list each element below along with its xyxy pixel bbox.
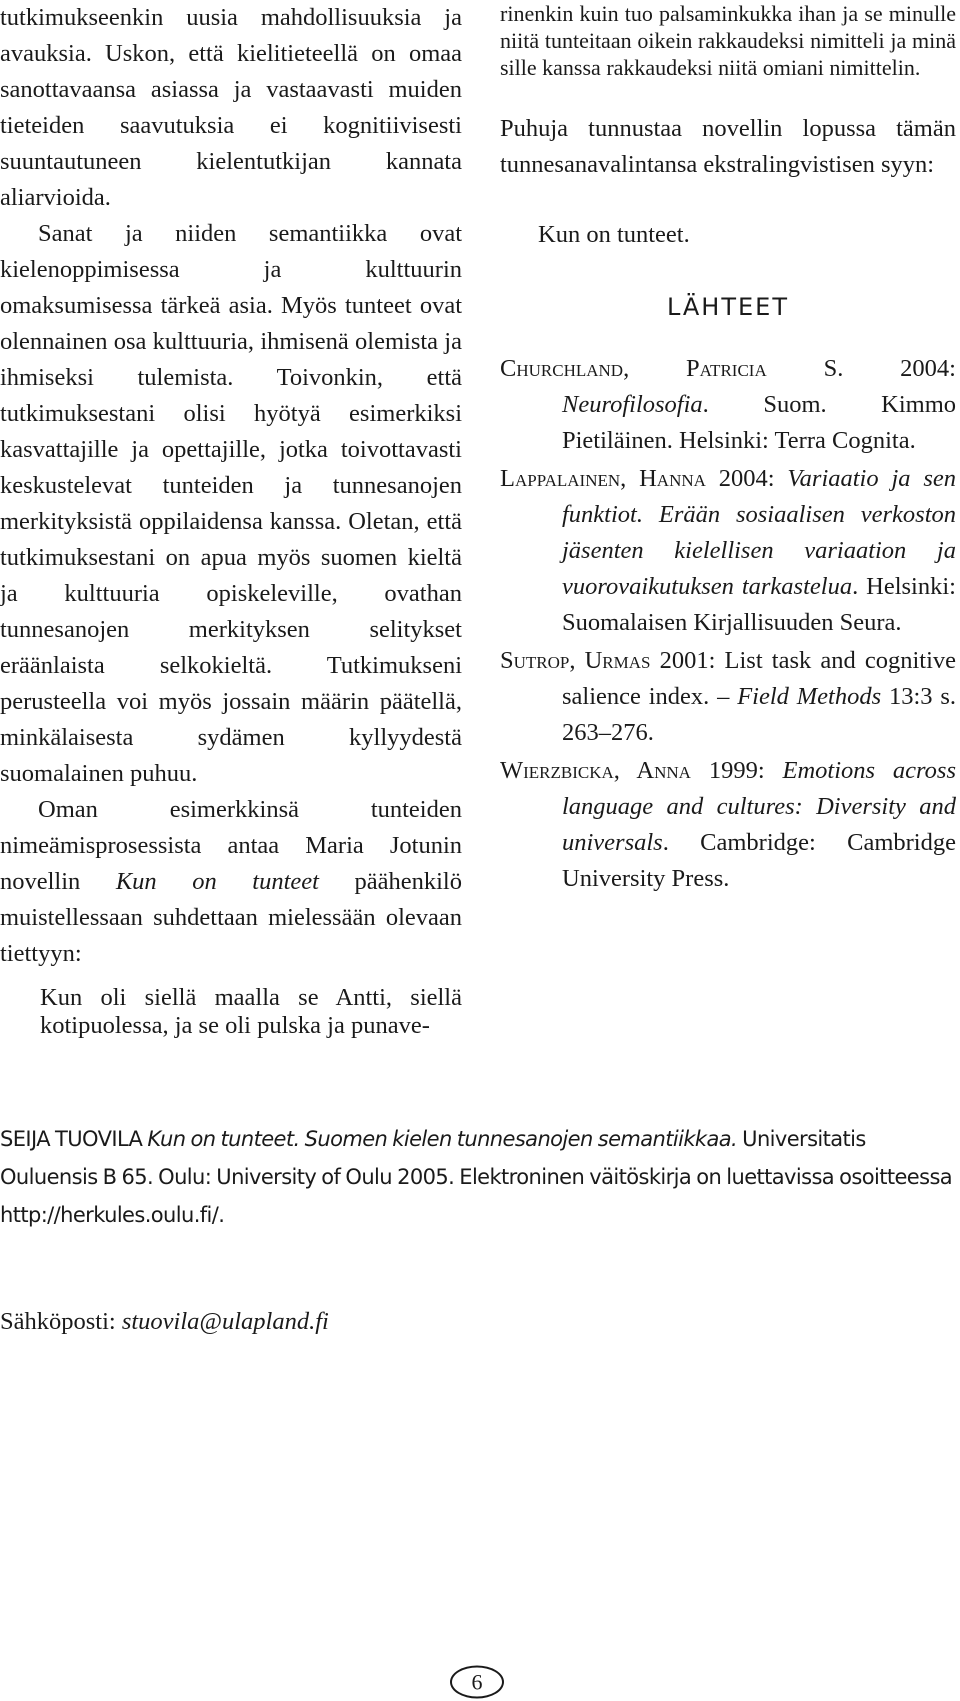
reference-details: . Helsinki: Suomalaisen Kirjallisuuden Seura.: [562, 573, 956, 636]
reference-item: [500, 643, 956, 751]
reference-details: 13:3 s. 263–276.: [562, 683, 957, 746]
paragraph-3: [0, 792, 462, 972]
reference-year: 2004:: [843, 355, 956, 382]
reference-author: Sutrop, Urmas: [500, 647, 651, 674]
dissertation-note: [0, 1120, 960, 1234]
reference-author: Wierzbicka, Anna: [500, 757, 691, 784]
reference-author: Lappalainen, Hanna: [500, 465, 706, 492]
references-heading: LÄHTEET: [666, 293, 790, 321]
reference-title: Field Methods: [737, 683, 882, 710]
reference-title: Neurofilosofia: [562, 391, 703, 418]
note-title: Kun on tunteet. Suomen kielen tunnesanojen semantiikkaa.: [147, 1127, 738, 1151]
reference-title: Emotions across language and cultures: Diversity and universals: [562, 757, 956, 856]
reference-item: [500, 351, 956, 459]
note-author: SEIJA TUOVILA: [0, 1127, 143, 1151]
block-quote-end: rinenkin kuin tuo palsaminkukka ihan ja se minulle niitä tunteitaan oikein rakkaudeksi nimitteli ja minä sille kanssa rakkaudeksi niitä omiani nimittelin.: [500, 1, 956, 80]
reference-details: . Cambridge: Cambridge University Press.: [562, 829, 956, 892]
page-number: 6: [450, 1666, 504, 1699]
reference-author: Churchland, Patricia S.: [500, 355, 844, 382]
reference-title: Variaatio ja sen funktiot. Erään sosiaalisen verkoston jäsenten kielellisen variaation ja vuorovaikutuksen tarkastelua: [562, 465, 957, 600]
paragraph-1: tutkimukseenkin uusia mahdollisuuksia ja avauksia. Uskon, että kielitieteellä on omaa sanottavaansa asiassa ja vastaavasti muiden tieteiden saavutuksia ei kognitiivisesti suuntautuneen kielentutkijan kannata aliarvioida.: [0, 4, 462, 211]
paragraph-2: Sanat ja niiden semantiikka ovat kielenoppimisessa ja kulttuurin omaksumisessa tärkeä asia. Myös tunteet ovat olennainen osa kulttuuria, ihmisenä olemista ja ihmiseksi tulemista. Toivonkin, että tutkimuksestani olisi hyötyä esimerkiksi kasvattajille ja opettajille, jotka toivottavasti keskustelevat tunteiden ja tunnesanojen merkityksistä oppilaidensa kanssa. Oletan, että tutkimuksestani on apua myös suomen kieltä ja kulttuuria opiskeleville, ovathan tunnesanojen merkityksen selitykset eräänlaista selkokieltä. Tutkimukseni perusteella voi myös jossain määrin päätellä, minkälaisesta sydämen kyllyydestä suomalainen puhuu.: [0, 220, 462, 787]
reference-year: 2004:: [705, 465, 788, 492]
right-column: [500, 0, 956, 899]
email-line: [0, 1308, 960, 1336]
paragraph-3-text-end: päähenkilö muistellessaan suhdettaan mielessään olevaan tiettyyn:: [0, 868, 462, 967]
reference-item: [500, 753, 956, 897]
reference-details: . Suom. Kimmo Pietiläinen. Helsinki: Terra Cognita.: [562, 391, 956, 454]
email-label: Sähköposti:: [0, 1308, 122, 1335]
note-details: Universitatis Ouluensis B 65. Oulu: University of Oulu 2005. Elektroninen väitöskirja on luettavissa osoitteessa http://herkules.oulu.fi/.: [0, 1127, 953, 1227]
email-address[interactable]: stuovila@ulapland.fi: [121, 1308, 329, 1335]
reference-year: 2001:: [650, 647, 725, 674]
reference-list: [500, 351, 956, 897]
short-quote: Kun on tunteet.: [538, 221, 690, 248]
block-quote-start: Kun oli siellä maalla se Antti, siellä kotipuolessa, ja se oli pulska ja punave-: [40, 984, 462, 1039]
reference-article: List task and cognitive salience index. –: [562, 647, 956, 710]
reference-year: 1999:: [690, 757, 783, 784]
novel-title: Kun on tunteet: [115, 868, 319, 895]
paragraph-3-text: Oman esimerkkinsä tunteiden nimeämisprosessista antaa Maria Jotunin novellin: [0, 796, 462, 895]
reference-item: [500, 461, 956, 641]
paragraph-4: Puhuja tunnustaa novellin lopussa tämän tunnesanavalintansa ekstralingvistisen syyn:: [500, 115, 956, 178]
left-column: [0, 0, 462, 1040]
